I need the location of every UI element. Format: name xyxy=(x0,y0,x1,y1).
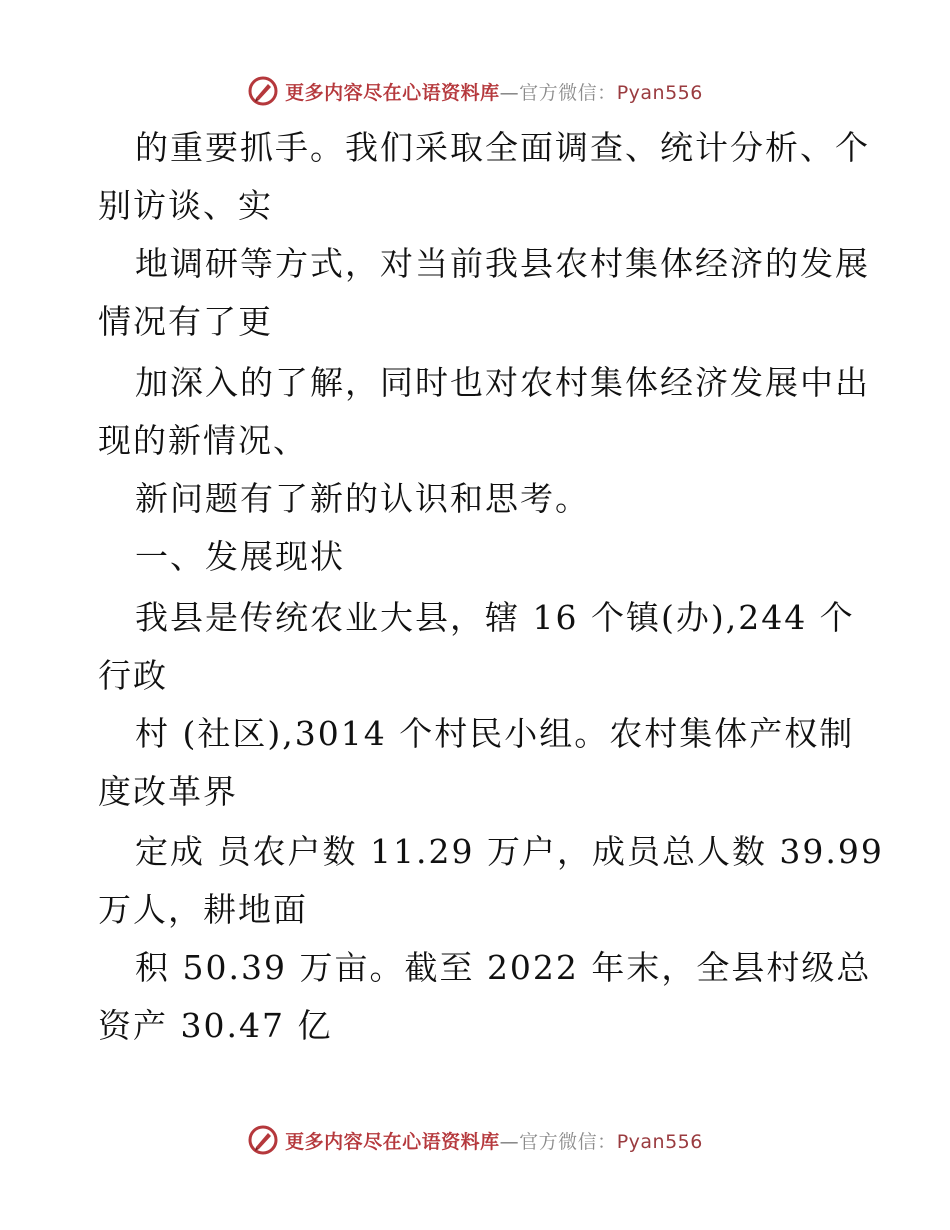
body-line: 定成 员农户数 11.29 万户，成员总人数 39.99 xyxy=(135,832,884,871)
watermark-dash: — xyxy=(499,81,520,104)
body-line: 新问题有了新的认识和思考。 xyxy=(135,479,590,518)
watermark-banner-top xyxy=(0,74,950,108)
watermark-wechat-id: Pyan556 xyxy=(616,81,703,104)
body-line: 现的新情况、 xyxy=(98,421,308,460)
watermark-dash: — xyxy=(499,1130,520,1153)
watermark-banner-bottom xyxy=(0,1123,950,1157)
pen-circle-logo-icon xyxy=(247,1124,279,1156)
body-line: 度改革界 xyxy=(98,772,238,811)
body-line: 行政 xyxy=(98,656,168,695)
watermark-wechat-id: Pyan556 xyxy=(616,1130,703,1153)
body-line: 加深入的了解，同时也对农村集体经济发展中出 xyxy=(135,363,870,402)
watermark-text xyxy=(285,78,703,105)
watermark-site-text: 更多内容尽在心语资料库 xyxy=(285,81,500,104)
watermark-wechat-label: 官方微信： xyxy=(519,1130,617,1153)
body-line: 地调研等方式，对当前我县农村集体经济的发展 xyxy=(135,244,870,283)
body-line: 资产 30.47 亿 xyxy=(98,1006,333,1045)
body-line: 积 50.39 万亩。截至 2022 年末，全县村级总 xyxy=(135,948,872,987)
body-line: 万人，耕地面 xyxy=(98,890,308,929)
body-line: 的重要抓手。我们采取全面调查、统计分析、个 xyxy=(135,128,870,167)
body-line: 我县是传统农业大县，辖 16 个镇(办),244 个 xyxy=(135,598,855,637)
section-heading: 一、发展现状 xyxy=(135,537,345,576)
body-line: 情况有了更 xyxy=(98,302,273,341)
body-line: 别访谈、实 xyxy=(98,186,273,225)
watermark-site-text: 更多内容尽在心语资料库 xyxy=(285,1130,500,1153)
watermark-wechat-label: 官方微信： xyxy=(519,81,617,104)
watermark-text xyxy=(285,1127,703,1154)
pen-circle-logo-icon xyxy=(247,75,279,107)
body-line: 村 (社区),3014 个村民小组。农村集体产权制 xyxy=(135,714,855,753)
